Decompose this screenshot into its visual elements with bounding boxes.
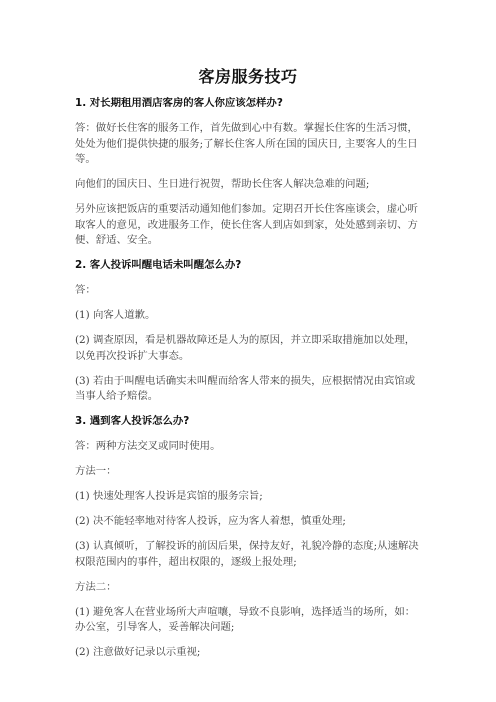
list-item: (1) 向客人道歉。	[75, 309, 156, 321]
list-item: (1) 避免客人在营业场所大声喧嚷，导致不良影响，选择适当的场所，如：办公室，引导客人，妥善解决问题;	[75, 605, 416, 633]
question-heading: 1. 对长期租用酒店客房的客人你应该怎样办?	[75, 97, 283, 109]
list-item: (2) 决不能轻率地对待客人投诉，应为客人着想，慎重处理;	[75, 515, 346, 527]
list-item: (3) 若由于叫醒电话确实未叫醒而给客人带来的损失，应根据情况由宾馆或当事人给予赔偿。	[75, 374, 416, 402]
paragraph: 另外应该把饭店的重要活动通知他们参加。定期召开长住客座谈会，虚心听取客人的意见，改进服务工作，使长住客人到店如到家，处处感到亲切、方便、舒适、安全。	[75, 203, 418, 246]
document-body	[75, 96, 425, 670]
list-item: (1) 快速处理客人投诉是宾馆的服务宗旨;	[75, 490, 263, 502]
paragraph: 答：两种方法交叉或同时使用。	[75, 440, 221, 452]
paragraph: 向他们的国庆日、生日进行祝贺，帮助长住客人解决急难的问题;	[75, 178, 370, 190]
list-item: (2) 注意做好记录以示重视;	[75, 646, 201, 658]
paragraph: 答：	[75, 284, 96, 296]
method-label: 方法一：	[75, 465, 117, 477]
list-item: (3) 认真倾听，了解投诉的前因后果，保持友好，礼貌冷静的态度;从速解决权限范围内的事件，超出权限的，逐级上报处理;	[75, 540, 419, 568]
list-item: (2) 调查原因，看是机器故障还是人为的原因，并立即采取措施加以处理，以免再次投诉扩大事态。	[75, 334, 416, 362]
question-heading: 3. 遇到客人投诉怎么办?	[75, 415, 190, 427]
paragraph: 答：做好长住客的服务工作，首先做到心中有数。掌握长住客的生活习惯，处处为他们提供快捷的服务;了解长住客人所在国的国庆日, 主要客人的生日等。	[75, 122, 418, 165]
method-label: 方法二：	[75, 580, 117, 593]
question-heading: 2. 客人投诉叫醒电话未叫醒怎么办?	[75, 259, 242, 271]
page-title: 客房服务技巧	[198, 67, 298, 86]
